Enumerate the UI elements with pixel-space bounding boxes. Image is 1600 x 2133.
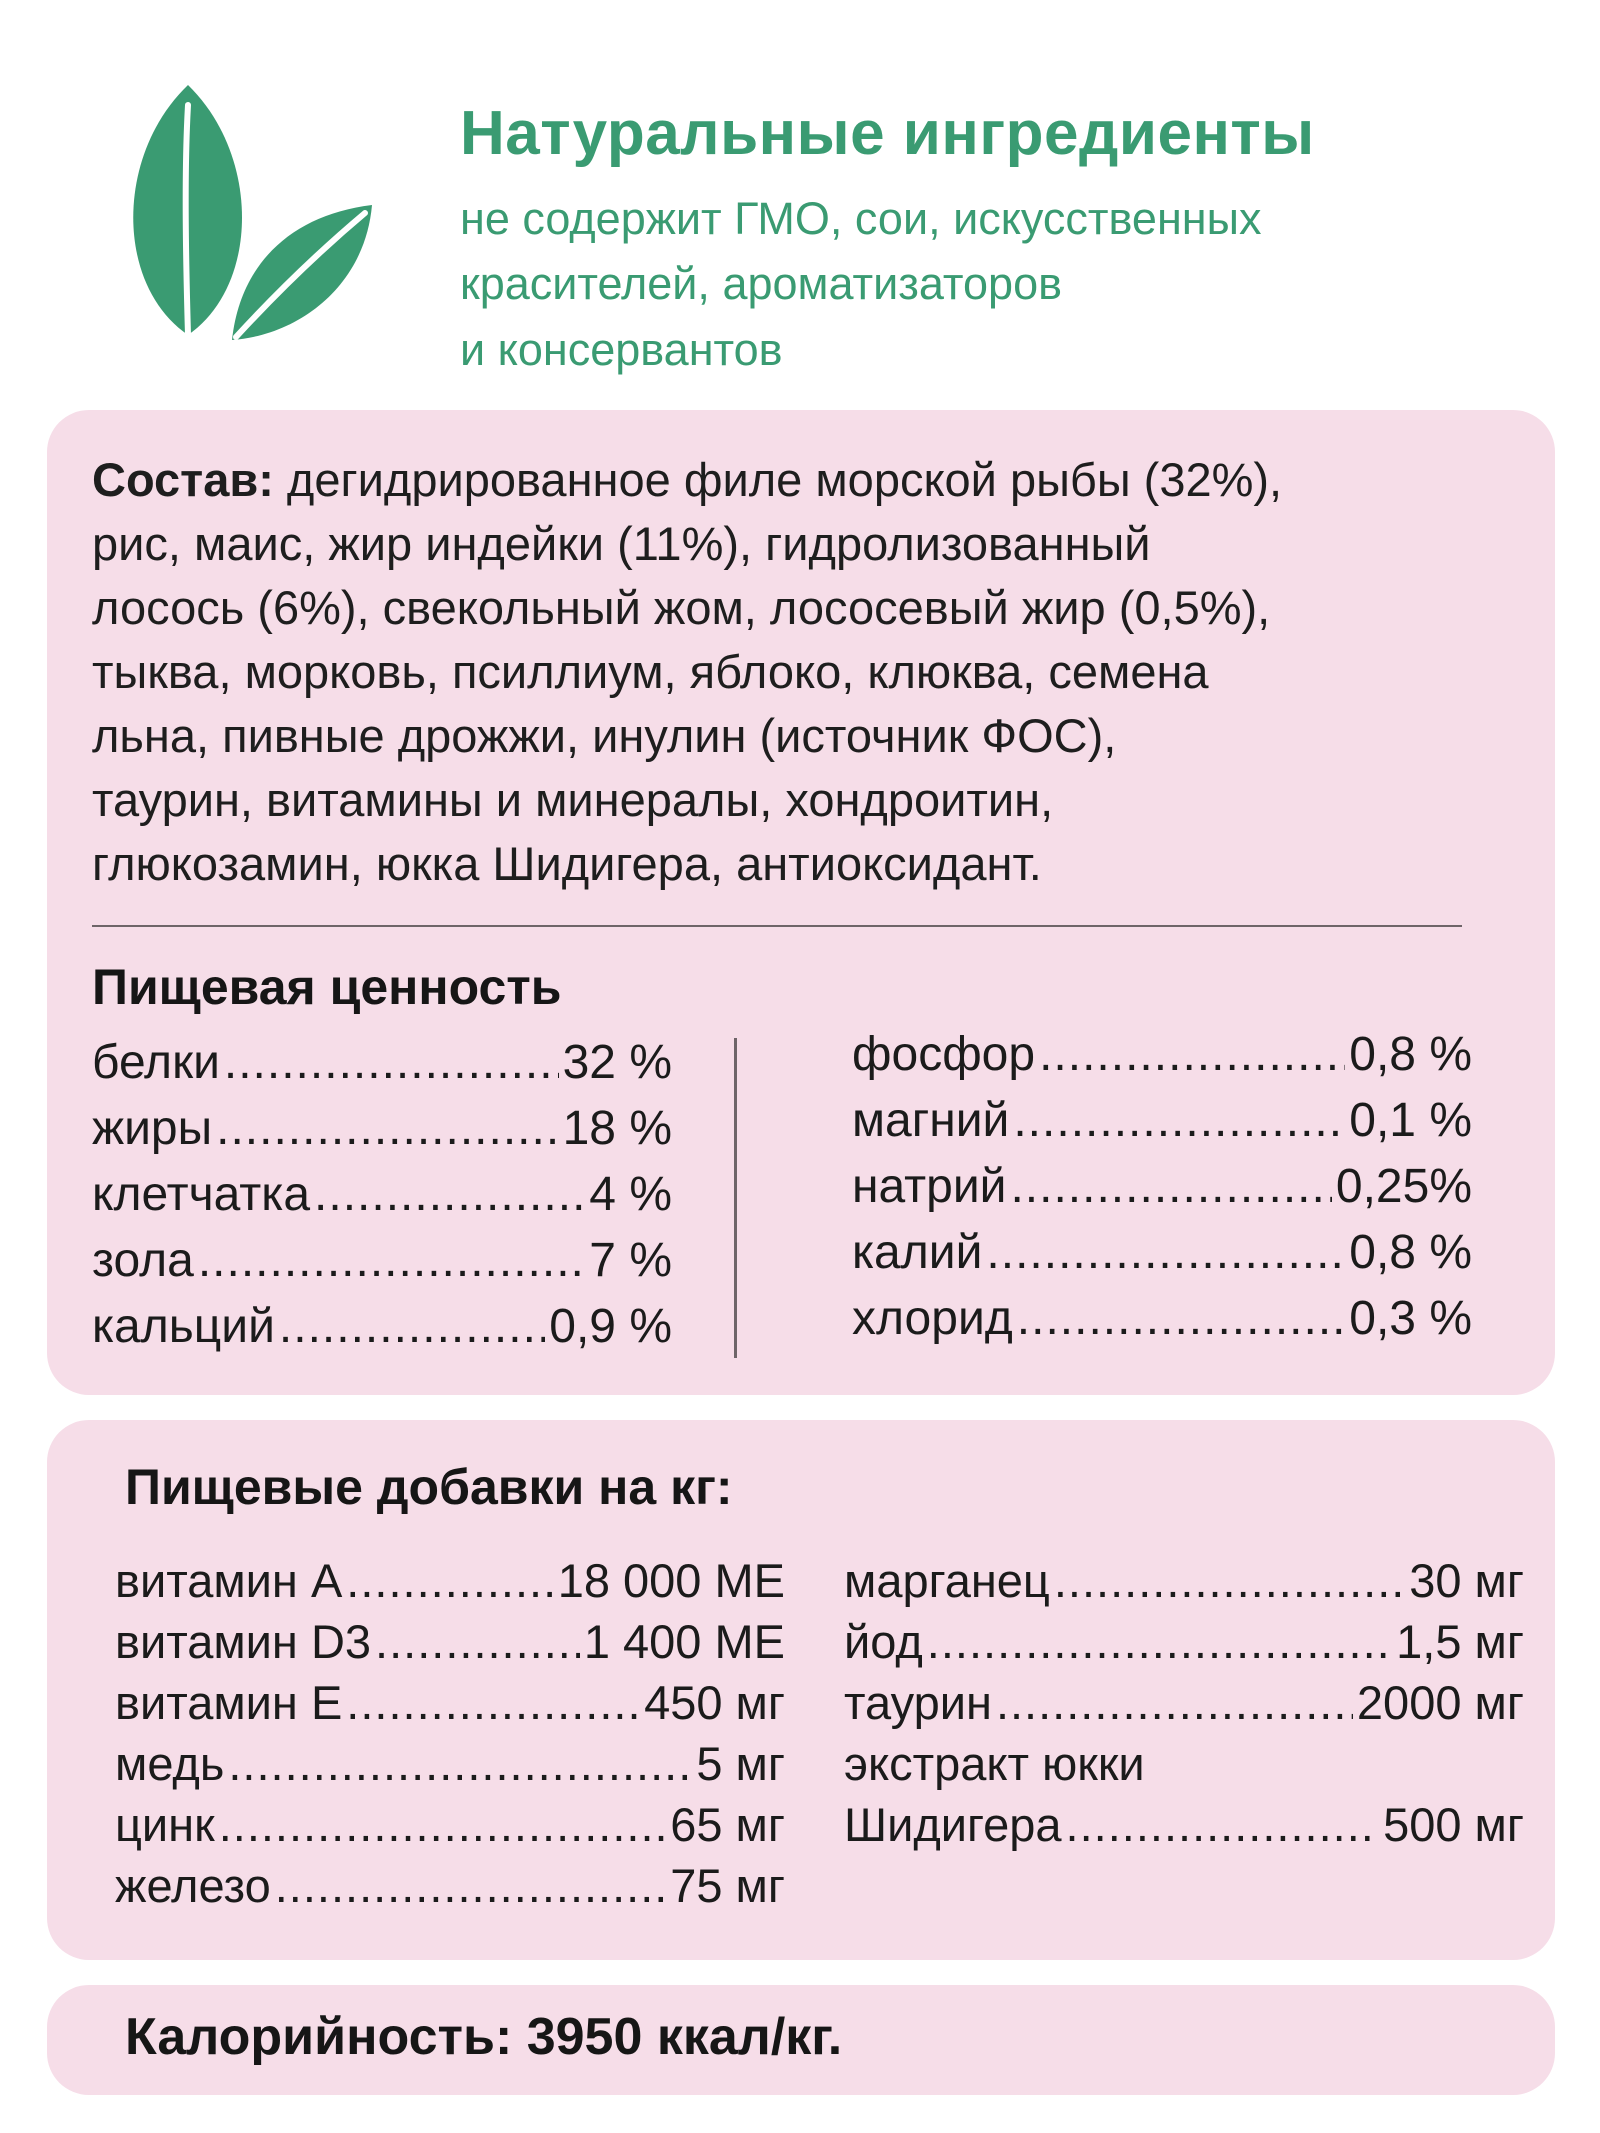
additive-row: [844, 1733, 1524, 1794]
nutrition-list-left: [92, 1030, 672, 1360]
additive-row: [115, 1855, 785, 1916]
page-title: Натуральные ингредиенты: [460, 99, 1315, 168]
nutrient-value: 18 %: [562, 1102, 672, 1155]
nutrition-row: [92, 1294, 672, 1360]
leaves-icon: [110, 85, 390, 355]
nutrient-value: 0,3 %: [1349, 1292, 1472, 1345]
additive-value: 18 000 МЕ: [557, 1554, 785, 1607]
nutrition-list-right: [852, 1022, 1472, 1352]
nutrition-row: [92, 1228, 672, 1294]
additive-row: [115, 1733, 785, 1794]
nutrition-row: [92, 1030, 672, 1096]
calories-text: Калорийность: 3950 ккал/кг.: [125, 2008, 843, 2066]
additive-row: [115, 1672, 785, 1733]
additive-value: 1 400 МЕ: [583, 1615, 785, 1668]
composition-text: [92, 448, 1507, 896]
nutrition-row: [92, 1162, 672, 1228]
additive-name: витамин E: [115, 1676, 343, 1729]
nutrition-row: [852, 1088, 1472, 1154]
nutrient-name: магний: [852, 1094, 1010, 1147]
additive-name: Шидигера: [844, 1798, 1062, 1851]
additive-row: [844, 1672, 1524, 1733]
additives-list-left: [115, 1550, 785, 1916]
nutrient-name: клетчатка: [92, 1168, 311, 1221]
additive-value: 2000 мг: [1356, 1676, 1524, 1729]
additive-row: [115, 1611, 785, 1672]
header: [460, 100, 1560, 382]
additives-title: Пищевые добавки на кг:: [125, 1459, 733, 1515]
additive-name: цинк: [115, 1798, 215, 1851]
subtitle-line: красителей, ароматизаторов: [460, 258, 1063, 310]
subtitle-line: и консервантов: [460, 323, 783, 375]
nutrient-name: жиры: [92, 1102, 213, 1155]
nutrient-value: 0,9 %: [549, 1300, 672, 1353]
nutrient-name: калий: [852, 1226, 983, 1279]
additive-row: [844, 1794, 1524, 1855]
composition-line: таурин, витамины и минералы, хондроитин,: [92, 773, 1054, 826]
additive-value: 75 мг: [670, 1859, 785, 1912]
additive-row: [844, 1611, 1524, 1672]
subtitle-line: не содержит ГМО, сои, искусственных: [460, 193, 1262, 245]
nutrient-value: 0,8 %: [1349, 1226, 1472, 1279]
additive-row: [115, 1794, 785, 1855]
additive-row: [844, 1550, 1524, 1611]
divider: [92, 925, 1462, 927]
additives-list-right: [844, 1550, 1524, 1855]
additive-row: [115, 1550, 785, 1611]
composition-card: [47, 410, 1555, 1395]
column-separator: [734, 1038, 737, 1358]
nutrient-name: фосфор: [852, 1028, 1036, 1081]
additive-name: медь: [115, 1737, 225, 1790]
composition-label: Состав:: [92, 453, 274, 506]
nutrient-value: 32 %: [562, 1036, 672, 1089]
nutrient-name: натрий: [852, 1160, 1007, 1213]
calories-card: [47, 1985, 1555, 2095]
composition-line: глюкозамин, юкка Шидигера, антиоксидант.: [92, 837, 1042, 890]
additive-name: витамин A: [115, 1554, 343, 1607]
nutrition-row: [852, 1220, 1472, 1286]
nutrient-value: 0,8 %: [1349, 1028, 1472, 1081]
nutrition-row: [92, 1096, 672, 1162]
additive-name: таурин: [844, 1676, 992, 1729]
additive-name: марганец: [844, 1554, 1050, 1607]
nutrient-value: 0,1 %: [1349, 1094, 1472, 1147]
additive-value: 5 мг: [696, 1737, 785, 1790]
additive-name: железо: [115, 1859, 271, 1912]
composition-line: рис, маис, жир индейки (11%), гидролизованный: [92, 517, 1151, 570]
nutrient-value: 0,25%: [1335, 1160, 1472, 1213]
composition-line: льна, пивные дрожжи, инулин (источник ФОС),: [92, 709, 1117, 762]
additive-value: 450 мг: [644, 1676, 785, 1729]
nutrient-value: 4 %: [589, 1168, 672, 1221]
composition-line: тыква, морковь, псиллиум, яблоко, клюква, семена: [92, 645, 1209, 698]
nutrient-name: кальций: [92, 1300, 275, 1353]
composition-line: дегидрированное филе морской рыбы (32%),: [273, 453, 1283, 506]
additive-value: 30 мг: [1409, 1554, 1524, 1607]
additive-name: витамин D3: [115, 1615, 372, 1668]
nutrition-row: [852, 1154, 1472, 1220]
nutrition-row: [852, 1286, 1472, 1352]
nutrition-title: Пищевая ценность: [92, 959, 562, 1015]
additive-name: экстракт юкки: [844, 1737, 1145, 1790]
nutrient-value: 7 %: [589, 1234, 672, 1287]
additive-value: 500 мг: [1383, 1798, 1524, 1851]
additives-card: [47, 1420, 1555, 1960]
nutrient-name: белки: [92, 1036, 220, 1089]
additive-name: йод: [844, 1615, 923, 1668]
composition-line: лосось (6%), свекольный жом, лососевый жир (0,5%),: [92, 581, 1271, 634]
nutrient-name: хлорид: [852, 1292, 1013, 1345]
additive-value: 1,5 мг: [1396, 1615, 1524, 1668]
page-subtitle: [460, 186, 1560, 382]
additive-value: 65 мг: [670, 1798, 785, 1851]
nutrition-row: [852, 1022, 1472, 1088]
nutrient-name: зола: [92, 1234, 194, 1287]
